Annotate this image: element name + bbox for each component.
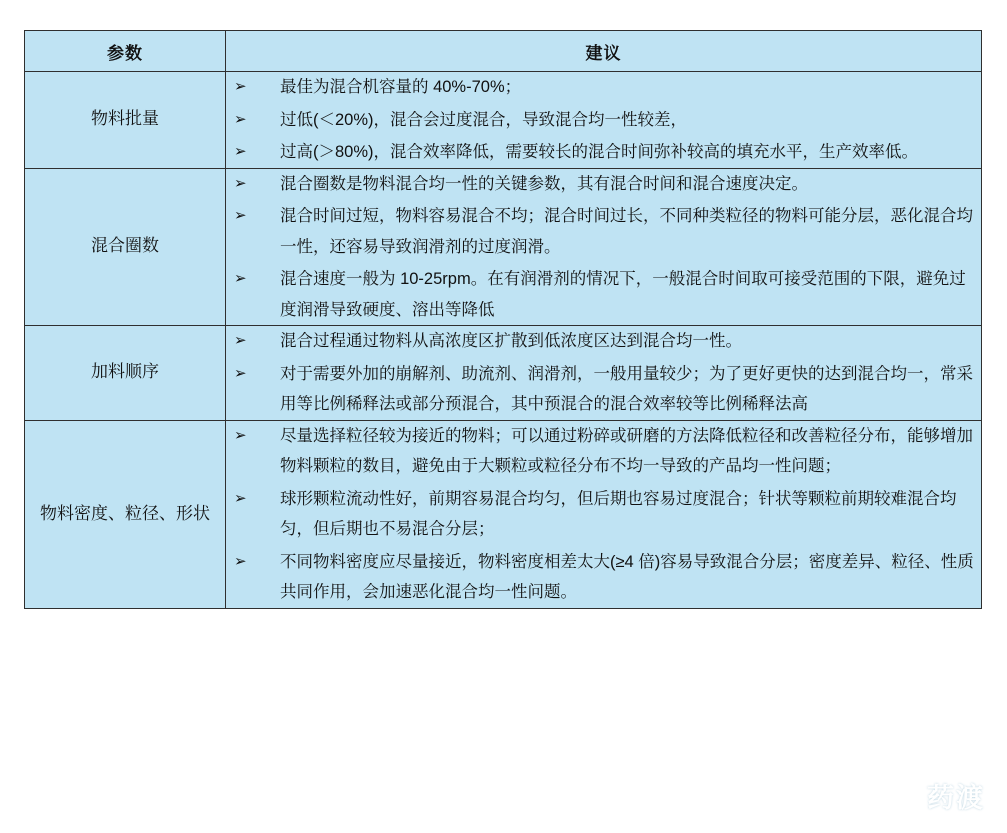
watermark-text: 药渡	[927, 783, 985, 813]
advice-text: 球形颗粒流动性好，前期容易混合均匀，但后期也容易过度混合；针状等颗粒前期较难混合均匀，但后期也不易混合分层；	[280, 489, 957, 539]
advice-list	[226, 421, 981, 608]
mixing-parameters-table	[24, 30, 982, 609]
document-sheet	[24, 30, 982, 609]
advice-text: 混合时间过短，物料容易混合不均；混合时间过长，不同种类粒径的物料可能分层，恶化混合均一性，还容易导致润滑剂的过度润滑。	[280, 207, 973, 256]
list-item	[226, 169, 981, 200]
table-header	[25, 31, 982, 72]
arrow-bullet-icon: ➢	[234, 488, 247, 507]
list-item	[226, 421, 981, 482]
advice-cell	[226, 72, 982, 169]
advice-cell	[226, 420, 982, 608]
table-header-row	[25, 31, 982, 72]
list-item	[226, 72, 981, 103]
watermark	[890, 776, 985, 815]
list-item	[226, 359, 981, 420]
arrow-bullet-icon: ➢	[234, 425, 247, 444]
table-row	[25, 72, 982, 169]
arrow-bullet-icon: ➢	[234, 77, 247, 95]
table-row	[25, 420, 982, 608]
column-header-advice: 建议	[226, 31, 982, 72]
parameter-name: 加料顺序	[25, 326, 226, 421]
list-item	[226, 105, 981, 136]
arrow-bullet-icon: ➢	[234, 269, 247, 288]
table-row	[25, 326, 982, 421]
column-header-parameter: 参数	[25, 31, 226, 72]
arrow-bullet-icon: ➢	[234, 142, 247, 161]
table-body	[25, 72, 982, 609]
advice-list	[226, 72, 981, 168]
list-item	[226, 264, 981, 325]
arrow-bullet-icon: ➢	[234, 173, 247, 192]
advice-text: 混合过程通过物料从高浓度区扩散到低浓度区达到混合均一性。	[280, 332, 742, 351]
advice-cell	[226, 168, 982, 326]
list-item	[226, 137, 981, 168]
advice-text: 过高(＞80%)，混合效率降低，需要较长的混合时间弥补较高的填充水平，生产效率低。	[280, 143, 919, 162]
arrow-bullet-icon: ➢	[234, 206, 247, 225]
advice-text: 混合圈数是物料混合均一性的关键参数，其有混合时间和混合速度决定。	[280, 174, 808, 193]
arrow-bullet-icon: ➢	[234, 363, 247, 382]
advice-text: 最佳为混合机容量的 40%-70%；	[280, 78, 522, 96]
advice-text: 尽量选择粒径较为接近的物料；可以通过粉碎或研磨的方法降低粒径和改善粒径分布，能够增加物料颗粒的数目，避免由于大颗粒或粒径分布不均一导致的产品均一性问题；	[280, 426, 973, 476]
advice-list	[226, 326, 981, 420]
watermark-logo-icon: D	[890, 781, 920, 811]
parameter-name: 混合圈数	[25, 168, 226, 326]
advice-text: 不同物料密度应尽量接近，物料密度相差太大(≥4 倍)容易导致混合分层；密度差异、粒径、性质共同作用，会加速恶化混合均一性问题。	[280, 552, 974, 602]
arrow-bullet-icon: ➢	[234, 551, 247, 570]
advice-text: 对于需要外加的崩解剂、助流剂、润滑剂，一般用量较少；为了更好更快的达到混合均一，常采用等比例稀释法或部分预混合，其中预混合的混合效率较等比例稀释法高	[280, 364, 973, 414]
list-item	[226, 547, 981, 608]
arrow-bullet-icon: ➢	[234, 331, 247, 350]
advice-text: 混合速度一般为 10-25rpm。在有润滑剂的情况下，一般混合时间取可接受范围的下限，避免过度润滑导致硬度、溶出等降低	[280, 270, 966, 319]
parameter-name: 物料批量	[25, 72, 226, 169]
advice-text: 过低(＜20%)，混合会过度混合，导致混合均一性较差，	[280, 110, 688, 129]
advice-cell	[226, 326, 982, 421]
advice-list	[226, 169, 981, 326]
arrow-bullet-icon: ➢	[234, 109, 247, 128]
list-item	[226, 201, 981, 262]
list-item	[226, 484, 981, 545]
list-item	[226, 326, 981, 357]
table-row	[25, 168, 982, 326]
parameter-name: 物料密度、粒径、形状	[25, 420, 226, 608]
